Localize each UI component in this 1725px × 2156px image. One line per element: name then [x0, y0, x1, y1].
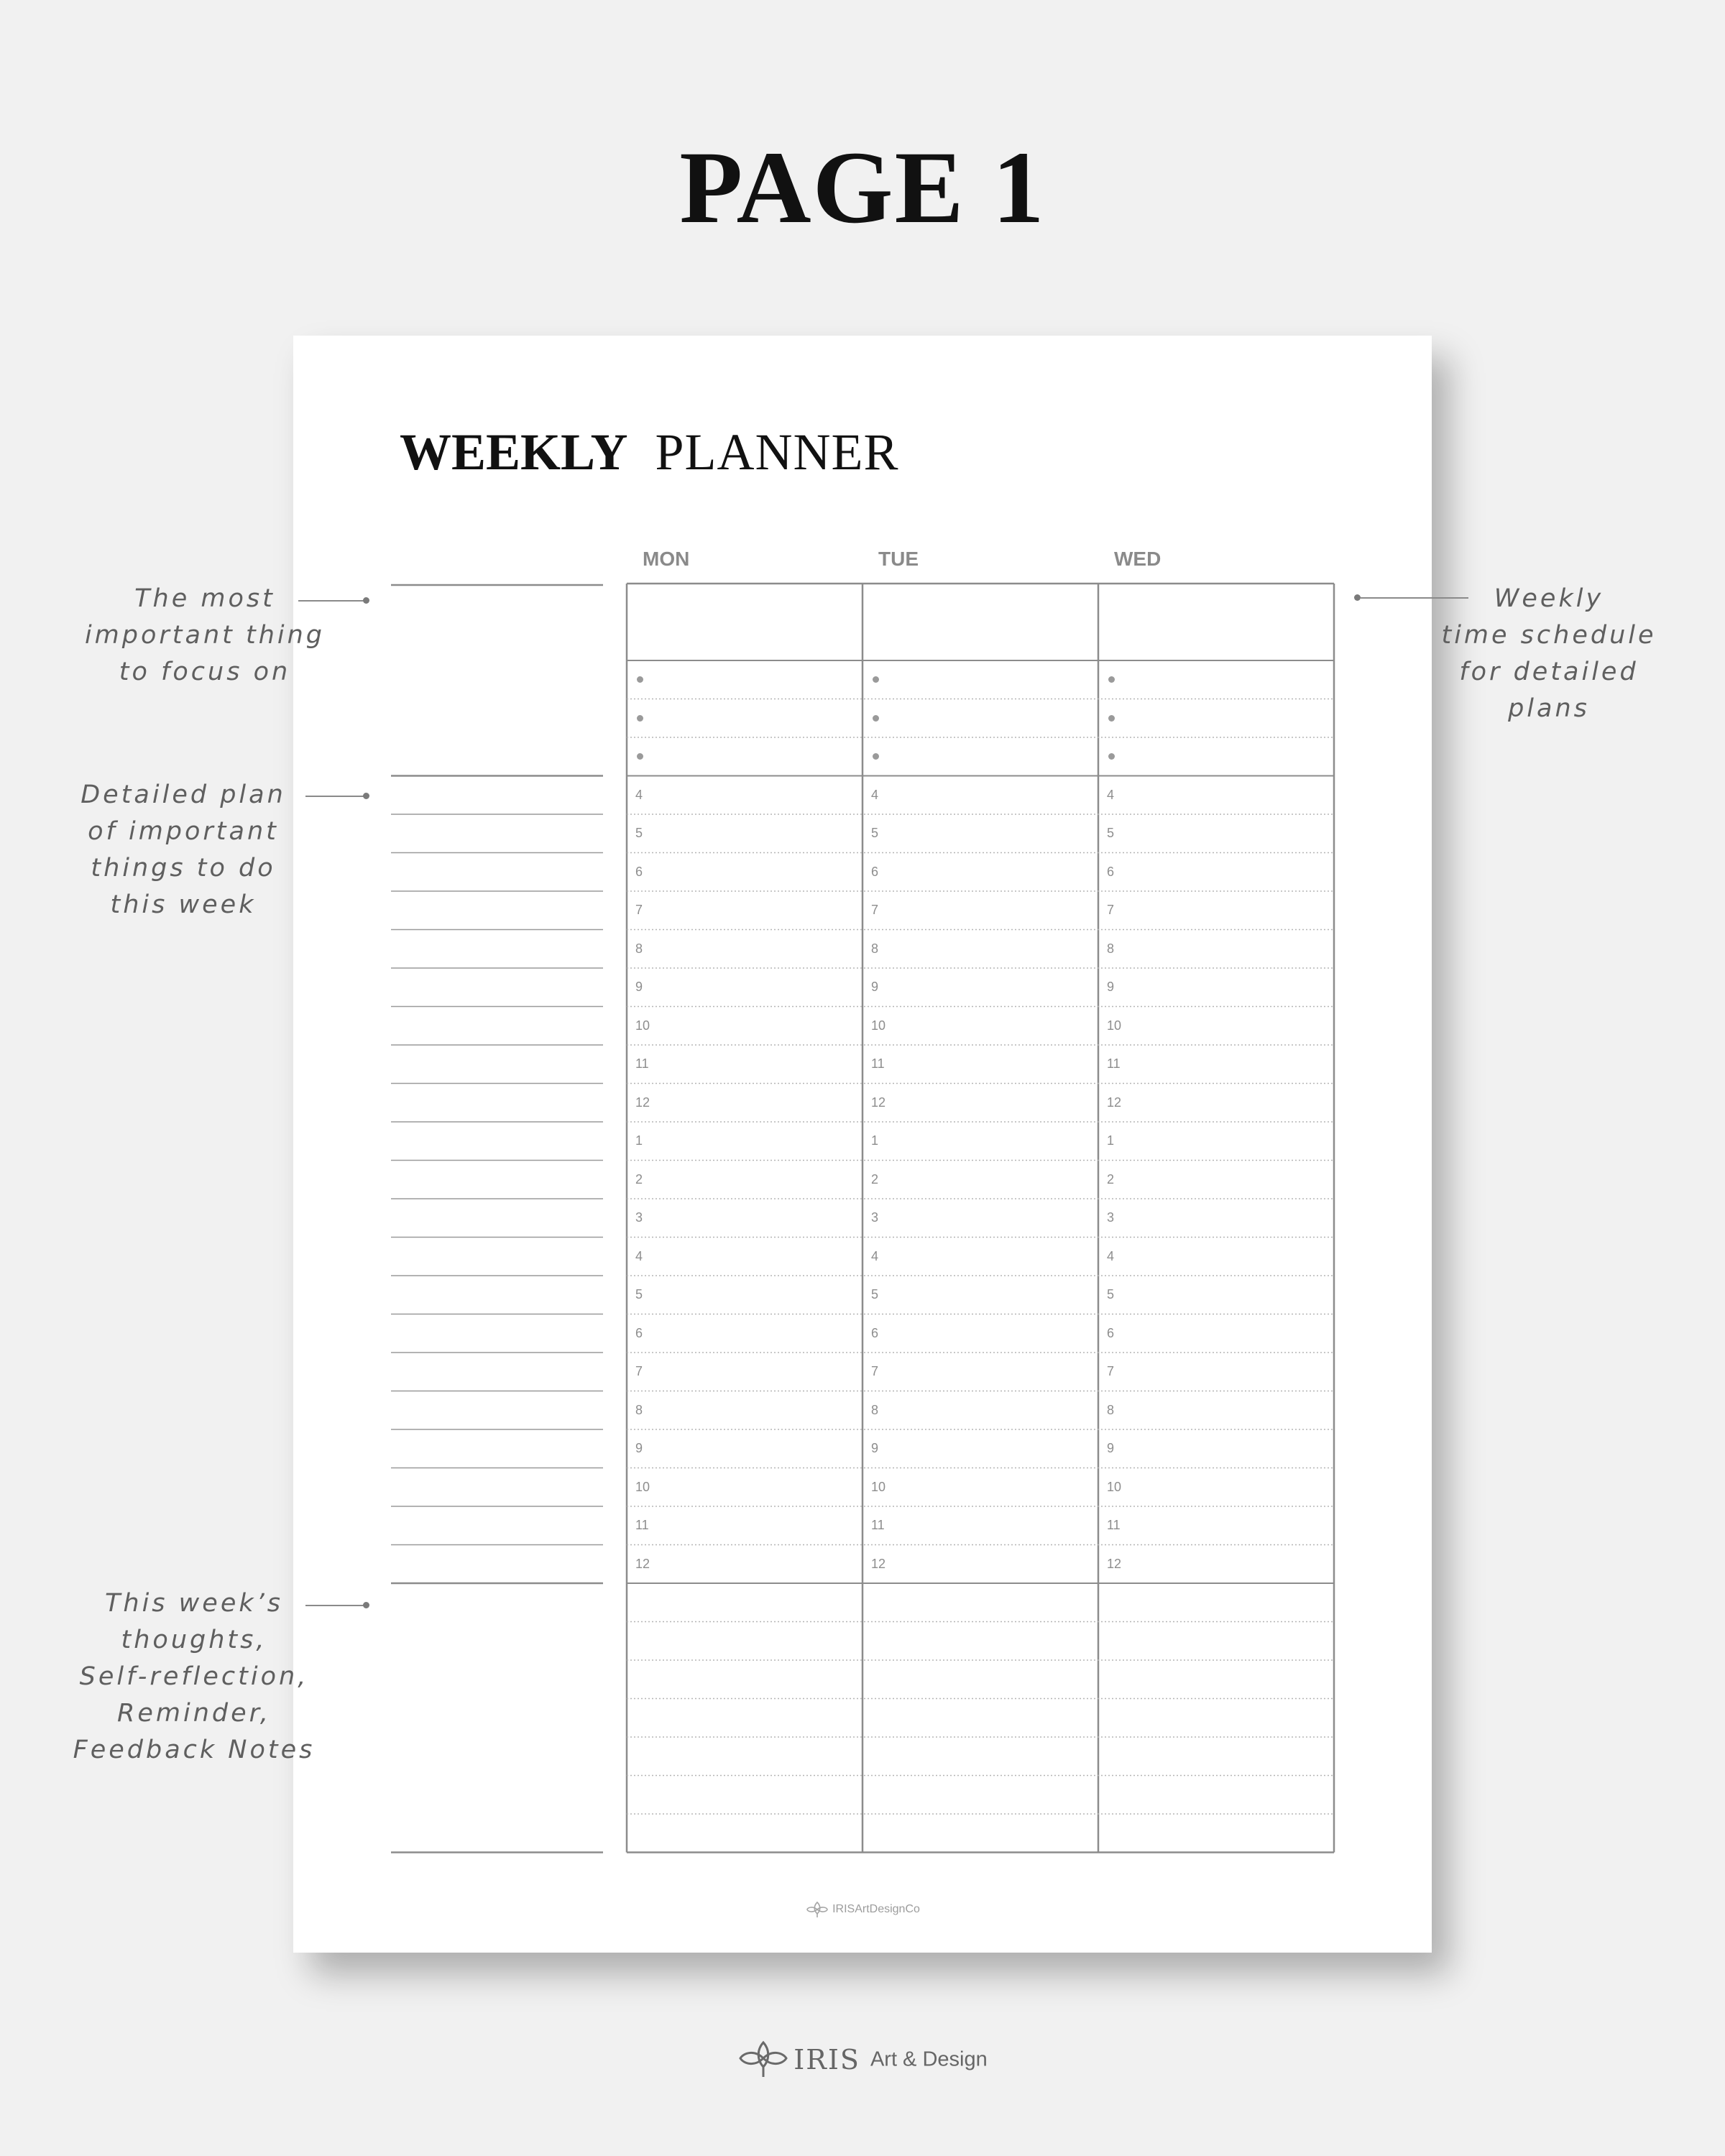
hour-label: 9 [871, 980, 879, 994]
annotation-notes: This week’s thoughts, Self-reflection, Reminder, Feedback Notes [73, 1589, 316, 1764]
hour-label: 5 [871, 1287, 879, 1302]
annotation-plan-dot [363, 793, 369, 799]
annotation-focus-dot [363, 597, 369, 604]
note-row[interactable] [862, 1699, 1098, 1738]
hour-slot[interactable] [1098, 1468, 1334, 1507]
hour-slot[interactable] [627, 1007, 862, 1046]
hour-slot[interactable] [862, 1199, 1098, 1238]
bullet-icon [637, 753, 643, 760]
flower-logo-icon [737, 2040, 789, 2080]
hour-slot[interactable] [627, 853, 862, 892]
hour-label: 5 [1107, 826, 1115, 840]
hour-slot[interactable] [862, 776, 1098, 815]
watermark [293, 1900, 1432, 1919]
hour-slot[interactable] [627, 1045, 862, 1084]
note-row[interactable] [862, 1660, 1098, 1699]
hour-slot[interactable] [627, 776, 862, 815]
hour-label: 9 [635, 980, 643, 994]
hour-slot[interactable] [862, 1429, 1098, 1468]
hour-slot[interactable] [1098, 814, 1334, 853]
annotation-schedule: Weekly time schedule for detailed plans [1441, 584, 1657, 723]
hour-slot[interactable] [627, 1545, 862, 1584]
hour-slot[interactable] [1098, 776, 1334, 815]
hour-slot[interactable] [862, 930, 1098, 969]
hour-label: 11 [871, 1056, 885, 1071]
hour-label: 5 [1107, 1287, 1115, 1302]
note-row[interactable] [627, 1699, 862, 1738]
note-row[interactable] [1098, 1776, 1334, 1815]
hour-label: 6 [635, 1325, 643, 1340]
hour-label: 11 [1107, 1518, 1121, 1532]
task-slot[interactable] [627, 737, 862, 776]
hour-slot[interactable] [862, 814, 1098, 853]
hour-slot[interactable] [627, 891, 862, 930]
hour-label: 11 [1107, 1056, 1121, 1071]
bullet-icon [873, 715, 879, 722]
hour-slot[interactable] [1098, 1506, 1334, 1545]
hour-slot[interactable] [1098, 1084, 1334, 1123]
planner-sheet [293, 336, 1432, 1953]
hour-slot[interactable] [627, 1391, 862, 1430]
hour-slot[interactable] [862, 1353, 1098, 1391]
note-row[interactable] [862, 1622, 1098, 1661]
note-row[interactable] [627, 1660, 862, 1699]
hour-label: 7 [635, 1364, 643, 1378]
hour-label: 11 [635, 1518, 649, 1532]
note-row[interactable] [1098, 1814, 1334, 1853]
task-slot[interactable] [862, 737, 1098, 776]
hour-label: 4 [871, 1248, 879, 1263]
hour-label: 9 [1107, 1441, 1115, 1455]
hour-label: 12 [871, 1556, 886, 1571]
hour-label: 8 [871, 941, 879, 956]
hour-label: 6 [871, 1325, 879, 1340]
note-row[interactable] [862, 1814, 1098, 1853]
annotation-plan: Detailed plan of important things to do this week [80, 780, 286, 919]
hour-label: 12 [1107, 1095, 1122, 1110]
hour-label: 4 [635, 787, 643, 802]
hour-slot[interactable] [862, 1391, 1098, 1430]
task-slot[interactable] [862, 699, 1098, 738]
hour-slot[interactable] [627, 1199, 862, 1238]
bullet-icon [873, 753, 879, 760]
annotation-focus-connector [298, 600, 366, 602]
hour-slot[interactable] [627, 968, 862, 1007]
note-row[interactable] [1098, 1699, 1334, 1738]
hour-label: 2 [1107, 1171, 1115, 1187]
task-slot[interactable] [862, 660, 1098, 699]
hour-slot[interactable] [862, 853, 1098, 892]
note-row[interactable] [862, 1737, 1098, 1776]
task-slot[interactable] [1098, 660, 1334, 699]
hour-slot[interactable] [1098, 1007, 1334, 1046]
hour-label: 8 [1107, 1402, 1115, 1417]
day-header-mon: MON [643, 548, 690, 570]
hour-label: 6 [635, 864, 643, 879]
brand-footer [0, 2040, 1725, 2080]
planner-title-regular: PLANNER [655, 423, 899, 481]
hour-slot[interactable] [1098, 891, 1334, 930]
hour-label: 7 [635, 903, 643, 917]
annotation-notes-dot [363, 1602, 369, 1608]
hour-slot[interactable] [862, 1276, 1098, 1314]
hour-label: 10 [635, 1018, 650, 1033]
hour-label: 10 [1107, 1479, 1122, 1494]
hour-slot[interactable] [1098, 1353, 1334, 1391]
day-column-tue[interactable] [862, 584, 1098, 1854]
bullet-icon [1108, 753, 1115, 760]
annotation-notes-connector [305, 1605, 366, 1606]
page-label: PAGE 1 [679, 131, 1046, 245]
hour-slot[interactable] [862, 1045, 1098, 1084]
hour-slot[interactable] [627, 1161, 862, 1199]
hour-label: 12 [871, 1095, 886, 1110]
hour-slot[interactable] [1098, 1122, 1334, 1161]
hour-label: 12 [635, 1556, 650, 1571]
note-row[interactable] [1098, 1583, 1334, 1622]
hour-label: 3 [635, 1210, 643, 1225]
note-row[interactable] [1098, 1737, 1334, 1776]
hour-slot[interactable] [1098, 1314, 1334, 1353]
hour-slot[interactable] [862, 1545, 1098, 1584]
hour-label: 4 [1107, 787, 1115, 802]
note-row[interactable] [627, 1737, 862, 1776]
hour-label: 4 [871, 787, 879, 802]
hour-slot[interactable] [862, 1084, 1098, 1123]
note-row[interactable] [627, 1776, 862, 1815]
hour-label: 5 [635, 1287, 643, 1302]
hour-slot[interactable] [627, 930, 862, 969]
hour-label: 10 [871, 1018, 886, 1033]
annotation-focus: The most important thing to focus on [84, 584, 326, 686]
hour-label: 9 [1107, 980, 1115, 994]
hour-slot[interactable] [627, 814, 862, 853]
hour-slot[interactable] [627, 1276, 862, 1314]
watermark-text: IRISArtDesignCo [832, 1903, 920, 1916]
task-slot[interactable] [1098, 699, 1334, 738]
hour-label: 8 [635, 941, 643, 956]
day-header-wed: WED [1114, 548, 1162, 570]
hour-slot[interactable] [862, 1506, 1098, 1545]
hour-label: 10 [871, 1479, 886, 1494]
hour-slot[interactable] [862, 1007, 1098, 1046]
hour-slot[interactable] [862, 968, 1098, 1007]
hour-label: 12 [1107, 1556, 1122, 1571]
hour-slot[interactable] [627, 1468, 862, 1507]
hour-label: 9 [871, 1441, 879, 1455]
day-column-mon[interactable] [627, 584, 862, 1854]
brand-name: IRIS [794, 2044, 860, 2076]
hour-slot[interactable] [1098, 1429, 1334, 1468]
hour-label: 7 [1107, 903, 1115, 917]
hour-slot[interactable] [1098, 853, 1334, 892]
day-column-wed[interactable] [1098, 584, 1334, 1854]
brand-tagline: Art & Design [870, 2047, 988, 2071]
hour-label: 6 [871, 864, 879, 879]
hour-label: 4 [635, 1248, 643, 1263]
task-slot[interactable] [1098, 737, 1334, 776]
hour-slot[interactable] [627, 1506, 862, 1545]
hour-label: 6 [1107, 1325, 1115, 1340]
hour-slot[interactable] [1098, 1045, 1334, 1084]
hour-label: 10 [635, 1479, 650, 1494]
planner-title-bold: WEEKLY [400, 423, 628, 481]
hour-label: 8 [871, 1402, 879, 1417]
hour-slot[interactable] [862, 891, 1098, 930]
annotation-plan-connector [305, 796, 366, 797]
annotation-schedule-connector [1361, 597, 1468, 599]
hour-label: 5 [871, 826, 879, 840]
hour-slot[interactable] [1098, 1276, 1334, 1314]
hour-label: 5 [635, 826, 643, 840]
hour-slot[interactable] [862, 1161, 1098, 1199]
task-slot[interactable] [627, 699, 862, 738]
hour-label: 3 [1107, 1210, 1115, 1225]
bullet-icon [1108, 715, 1115, 722]
hour-label: 1 [871, 1133, 879, 1148]
hour-slot[interactable] [627, 1122, 862, 1161]
hour-label: 7 [871, 1364, 879, 1378]
hour-label: 11 [871, 1518, 885, 1532]
hour-label: 8 [635, 1402, 643, 1417]
hour-slot[interactable] [1098, 1391, 1334, 1430]
note-row[interactable] [862, 1583, 1098, 1622]
note-row[interactable] [862, 1776, 1098, 1815]
hour-label: 2 [871, 1171, 879, 1187]
hour-slot[interactable] [862, 1468, 1098, 1507]
hour-label: 8 [1107, 941, 1115, 956]
bullet-icon [873, 676, 879, 683]
hour-slot[interactable] [1098, 1161, 1334, 1199]
hour-slot[interactable] [862, 1314, 1098, 1353]
task-slot[interactable] [627, 660, 862, 699]
hour-slot[interactable] [627, 1314, 862, 1353]
note-row[interactable] [1098, 1622, 1334, 1661]
hour-label: 2 [635, 1171, 643, 1187]
hour-slot[interactable] [862, 1122, 1098, 1161]
hour-label: 10 [1107, 1018, 1122, 1033]
note-row[interactable] [1098, 1660, 1334, 1699]
hour-label: 1 [635, 1133, 643, 1148]
hour-label: 3 [871, 1210, 879, 1225]
note-row[interactable] [627, 1583, 862, 1622]
flower-logo-icon [805, 1900, 829, 1919]
hour-slot[interactable] [1098, 1238, 1334, 1276]
bullet-icon [1108, 676, 1115, 683]
note-row[interactable] [627, 1622, 862, 1661]
hour-label: 1 [1107, 1133, 1115, 1148]
day-header-tue: TUE [878, 548, 919, 570]
bullet-icon [637, 676, 643, 683]
hour-slot[interactable] [1098, 968, 1334, 1007]
hour-label: 6 [1107, 864, 1115, 879]
hour-slot[interactable] [627, 1429, 862, 1468]
hour-label: 7 [871, 903, 879, 917]
hour-slot[interactable] [1098, 1545, 1334, 1584]
annotation-schedule-dot [1354, 594, 1361, 601]
hour-slot[interactable] [1098, 930, 1334, 969]
hour-label: 12 [635, 1095, 650, 1110]
hour-label: 7 [1107, 1364, 1115, 1378]
hour-label: 4 [1107, 1248, 1115, 1263]
hour-slot[interactable] [862, 1238, 1098, 1276]
bullet-icon [637, 715, 643, 722]
hour-slot[interactable] [627, 1084, 862, 1123]
hour-label: 9 [635, 1441, 643, 1455]
hour-label: 11 [635, 1056, 649, 1071]
hour-slot[interactable] [627, 1238, 862, 1276]
hour-slot[interactable] [1098, 1199, 1334, 1238]
hour-slot[interactable] [627, 1353, 862, 1391]
note-row[interactable] [627, 1814, 862, 1853]
